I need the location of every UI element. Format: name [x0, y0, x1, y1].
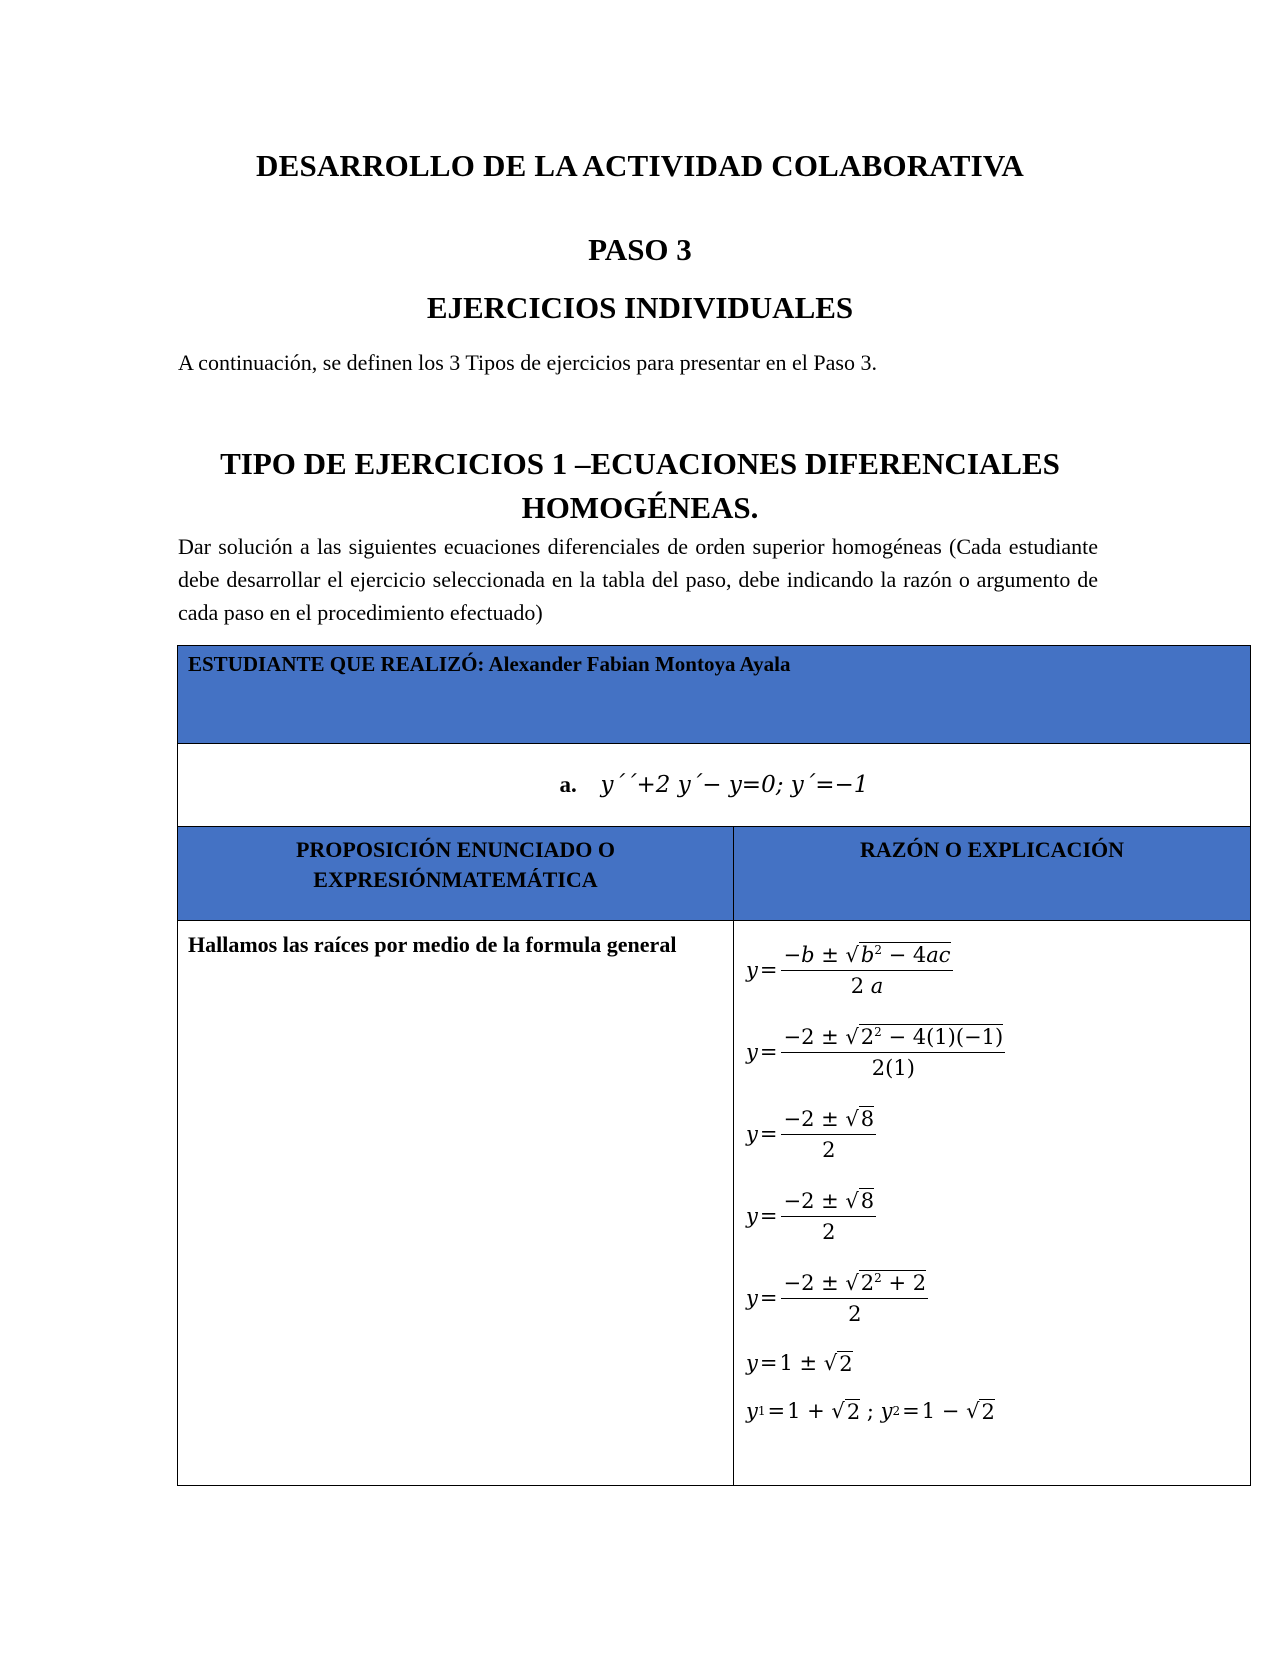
section-title: EJERCICIOS INDIVIDUALES [426, 290, 854, 325]
header-proposition [178, 827, 734, 921]
exercise-table [177, 645, 1251, 1486]
exercise-equation: y´´+2 y´− y=0; y´=−1 [600, 772, 869, 798]
student-label: ESTUDIANTE QUE REALIZÓ: Alexander Fabian Montoya Ayala [188, 652, 791, 676]
header-proposition-label: PROPOSICIÓN ENUNCIADO O EXPRESIÓNMATEMÁTICA [295, 837, 616, 892]
math-step-3: y = $\frac{-2 \pm √8}{2}$ [746, 1106, 875, 1162]
math-step-7: y 1 = 1 + √ 2 ; y 2 = 1 − √ 2 [746, 1399, 995, 1424]
header-reason-label: RAZÓN O EXPLICACIÓN [859, 837, 1125, 862]
student-cell [178, 646, 1251, 744]
proposition-text: Hallamos las raíces por medio de la formula general [188, 932, 677, 957]
document-title: DESARROLLO DE LA ACTIVIDAD COLABORATIVA [255, 148, 1025, 183]
reason-cell [734, 921, 1251, 1486]
step-title: PASO 3 [588, 232, 692, 267]
intro-paragraph: A continuación, se definen los 3 Tipos de ejercicios para presentar en el Paso 3. [178, 350, 877, 375]
math-step-6: y = 1 ± √ 2 [746, 1351, 853, 1376]
proposition-cell [178, 921, 734, 1486]
header-reason [734, 827, 1251, 921]
math-step-4: y = $\frac{-2 \pm √8}{2}$ [746, 1188, 875, 1244]
math-step-5: y = $\frac{-2 \pm √2^2 + 2}{2}$ [746, 1270, 927, 1326]
exercise-description: Dar solución a las siguientes ecuaciones diferenciales de orden superior homogéneas (Cada estudiante debe desarrollar el ejercicio seleccionada en la tabla del paso, debe indicando la razón o argumento de cada paso en el procedimiento efectuado) [178, 534, 1098, 625]
math-step-2: y = $\frac{-2 \pm √2^2 - 4(1)(-1)}{2(1)}$ [746, 1024, 1004, 1080]
exercise-type-title: TIPO DE EJERCICIOS 1 –ECUACIONES DIFERENCIALES HOMOGÉNEAS. [220, 446, 1060, 525]
exercise-label: a. [559, 772, 577, 797]
exercise-equation-cell [178, 744, 1251, 827]
math-step-1: y = $\frac{-b \pm √b^2 - 4ac}{2 a}$ [746, 942, 951, 998]
